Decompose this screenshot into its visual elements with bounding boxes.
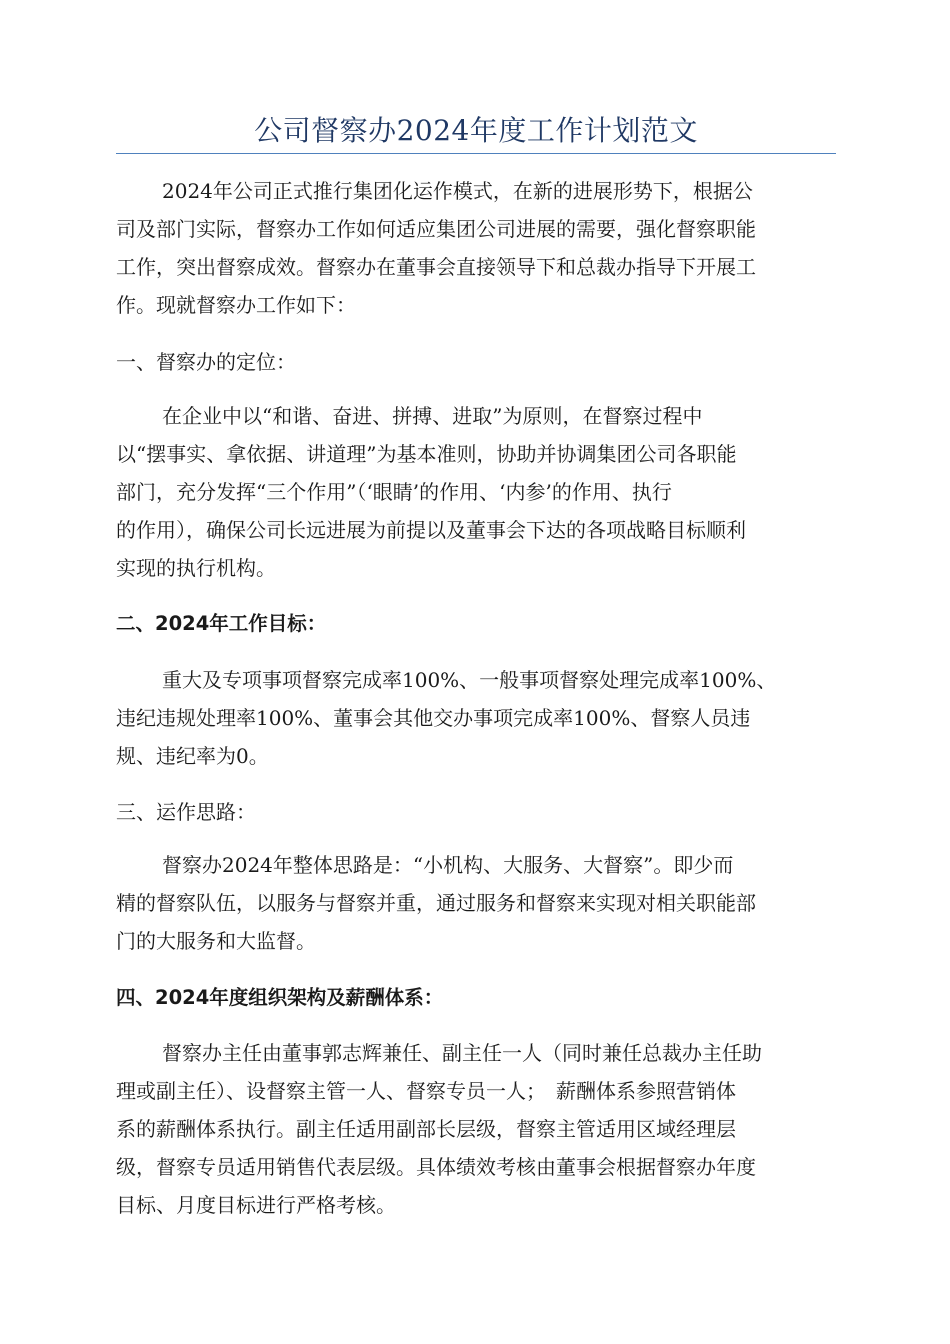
- paragraph-line: 理或副主任）、设督察主管一人、督察专员一人； 薪酬体系参照营销体: [116, 1079, 736, 1103]
- paragraph-line: 精的督察队伍，以服务与督察并重，通过服务和督察来实现对相关职能部: [116, 891, 756, 915]
- section-3-heading: 三、运作思路：: [116, 800, 256, 824]
- paragraph-line: 作。现就督察办工作如下：: [116, 293, 356, 317]
- paragraph-line: 违纪违规处理率100%、董事会其他交办事项完成率100%、督察人员违: [116, 706, 751, 730]
- paragraph-line: 2024年公司正式推行集团化运作模式，在新的进展形势下，根据公: [162, 179, 753, 203]
- paragraph-line: 规、违纪率为0。: [116, 744, 269, 768]
- document-title: 公司督察办2024年度工作计划范文: [254, 114, 698, 147]
- paragraph-line: 级，督察专员适用销售代表层级。具体绩效考核由董事会根据督察办年度: [116, 1155, 756, 1179]
- paragraph-line: 司及部门实际，督察办工作如何适应集团公司进展的需要，强化督察职能: [116, 217, 756, 241]
- section-4-body: [116, 1034, 838, 1224]
- title-underline: [116, 153, 836, 154]
- paragraph-line: 实现的执行机构。: [116, 556, 276, 580]
- section-4-heading: 四、2024年度组织架构及薪酬体系：: [116, 986, 444, 1009]
- intro-paragraph: [116, 172, 838, 324]
- paragraph-line: 部门，充分发挥“三个作用”（‘眼睛’的作用、‘内参’的作用、执行: [116, 480, 672, 504]
- section-2-heading: 二、2024年工作目标：: [116, 612, 327, 635]
- paragraph-line: 门的大服务和大监督。: [116, 929, 316, 953]
- section-2-body: [116, 661, 838, 775]
- paragraph-line: 在企业中以“和谐、奋进、拼搏、进取”为原则，在督察过程中: [162, 404, 703, 428]
- paragraph-line: 重大及专项事项督察完成率100%、一般事项督察处理完成率100%、: [162, 668, 777, 692]
- paragraph-line: 的作用），确保公司长远进展为前提以及董事会下达的各项战略目标顺利: [116, 518, 746, 542]
- paragraph-line: 督察办2024年整体思路是：“小机构、大服务、大督察”。即少而: [162, 853, 734, 877]
- paragraph-line: 以“摆事实、拿依据、讲道理”为基本准则，协助并协调集团公司各职能: [116, 442, 737, 466]
- paragraph-line: 目标、月度目标进行严格考核。: [116, 1193, 396, 1217]
- paragraph-line: 工作，突出督察成效。督察办在董事会直接领导下和总裁办指导下开展工: [116, 255, 756, 279]
- section-1-body: [116, 397, 838, 587]
- paragraph-line: 督察办主任由董事郭志辉兼任、副主任一人（同时兼任总裁办主任助: [162, 1041, 762, 1065]
- section-1-heading: 一、督察办的定位：: [116, 350, 296, 374]
- paragraph-line: 系的薪酬体系执行。副主任适用副部长层级，督察主管适用区域经理层: [116, 1117, 736, 1141]
- section-3-body: [116, 846, 838, 960]
